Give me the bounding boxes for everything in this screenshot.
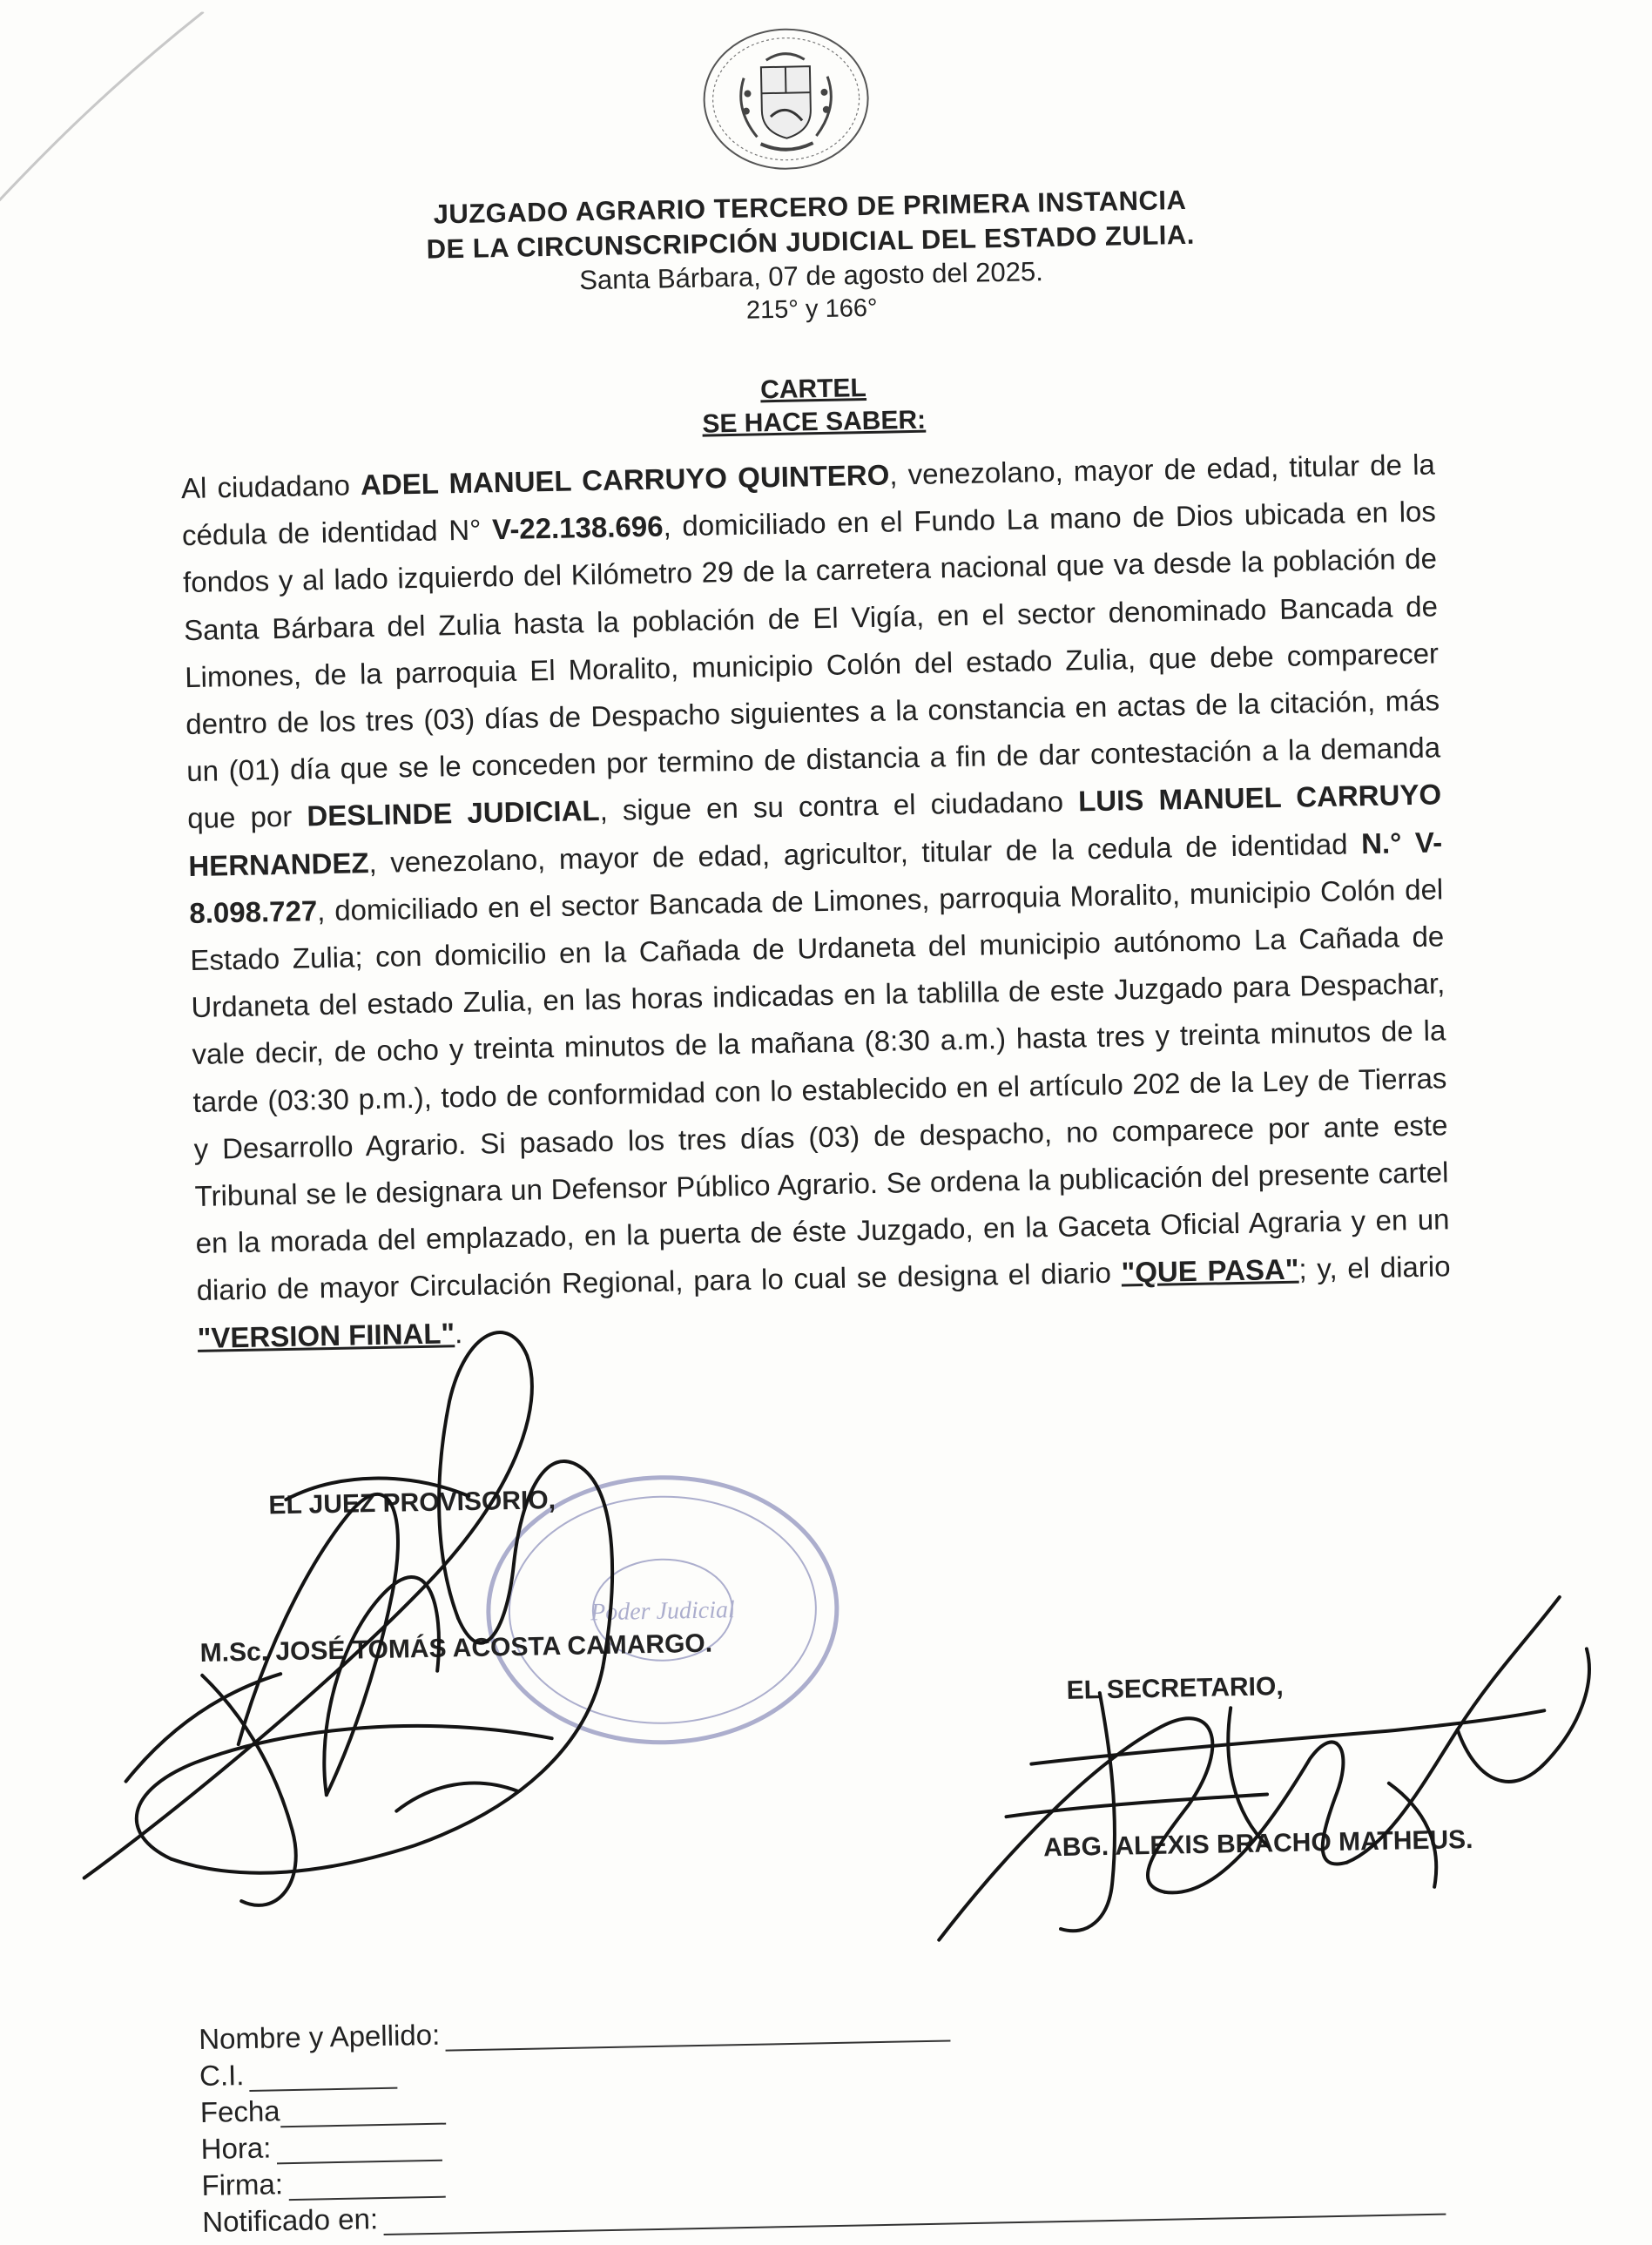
body-text: Al ciudadano [180, 469, 361, 505]
plaintiff-name: LUIS MANUEL CARRUYO HERNANDEZ [188, 778, 1442, 882]
body-text: . [454, 1316, 463, 1349]
coat-of-arms-seal-icon [698, 24, 874, 175]
judge-caption: EL JUEZ PROVISORIO, [268, 1486, 556, 1520]
plaintiff-id: N.° V- 8.098.727 [189, 826, 1443, 929]
form-label-name: Nombre y Apellido: [198, 2018, 441, 2056]
cartel-title: CARTEL [759, 373, 867, 405]
se-hace-saber-title: SE HACE SABER: [702, 405, 927, 439]
body-text: , sigue en su contra el ciudadano [599, 785, 1079, 827]
secretary-caption: EL SECRETARIO, [1066, 1672, 1284, 1705]
court-name-line-1: JUZGADO AGRARIO TERCERO DE PRIMERA INSTANCIA [433, 184, 1187, 230]
case-type: DESLINDE JUDICIAL [307, 794, 600, 833]
form-label-signature: Firma: [201, 2167, 284, 2202]
paper-crease [0, 11, 209, 225]
secretary-name: ABG. ALEXIS BRACHO MATHEUS. [1042, 1824, 1473, 1863]
document-title [352, 364, 1276, 448]
court-name-line-2: DE LA CIRCUNSCRIPCIÓN JUDICIAL DEL ESTADO ZULIA. [426, 219, 1196, 265]
body-text: ; y, el diario [1298, 1250, 1451, 1286]
form-label-time: Hora: [200, 2131, 272, 2166]
defendant-name: ADEL MANUEL CARRUYO QUINTERO [360, 458, 890, 502]
document-years: 215° y 166° [745, 293, 878, 325]
form-field-date[interactable] [280, 2102, 445, 2128]
newspaper-1: "QUE PASA" [1121, 1253, 1299, 1290]
notification-form [199, 1996, 1446, 2239]
form-label-ci: C.I. [199, 2059, 245, 2093]
body-text: , venezolano, mayor de edad, agricultor, titular de la cedula de identidad [368, 826, 1362, 879]
form-label-date: Fecha [199, 2094, 280, 2129]
body-paragraph [181, 441, 1453, 1361]
body-text: , venezolano, mayor de edad, titular de la cédula de identidad N° [181, 448, 1436, 552]
body-text: , domiciliado en el sector Bancada de Limones, parroquia Moralito, municipio Colón del Estado Zulia; con domicilio en la Cañada de Urdaneta del municipio autónomo La Cañada de Urdaneta del estado Zulia, en las horas indicadas en la tablilla de este Juzgado para Despachar, vale decir, de ocho y treinta minutos de la mañana (8:30 a.m.) hasta tres y treinta minutos de la tarde (03:30 p.m.), todo de conformidad con lo establecido en el artículo 202 de la Ley de Tierras y Desarrollo Agrario. Si pasado los tres días (03) de despacho, no comparece por ante este Tribunal se le designara un Defensor Público Agrario. Se ordena la publicación del presente cartel en la morada del emplazado, en la puerta de éste Juzgado, en la Gaceta Oficial Agraria y en un diario de mayor Circulación Regional, para lo cual se designa el diario [190, 873, 1450, 1307]
newspaper-2: "VERSION FIINAL" [197, 1316, 455, 1354]
form-field-time[interactable] [276, 2139, 442, 2165]
stamp-center-text: Poder Judicial [590, 1596, 736, 1627]
secretary-signature-icon [898, 1579, 1619, 1958]
body-text: , domiciliado en el Fundo La mano de Dios ubicada en los fondos y al lado izquierdo del Kilómetro 29 de la carretera nacional que va desde la población de Santa Bárbara del Zulia hasta la población de El Vigía, en el sector denominado Bancada de Limones, de la parroquia El Moralito, municipio Colón del estado Zulia, que debe comparecer dentro de los tres (03) días de Despacho siguientes a la constancia en actas de la citación, más un (01) día que se le conceden por termino de distancia a fin de dar contestación a la demanda que por [182, 495, 1441, 835]
court-header [348, 181, 1274, 334]
document-date: Santa Bárbara, 07 de agosto del 2025. [578, 256, 1044, 296]
form-label-notified: Notificado en: [201, 2202, 379, 2239]
form-field-signature[interactable] [288, 2175, 445, 2201]
judge-name: M.Sc. JOSÉ TOMÁS ACOSTA CAMARGO. [199, 1628, 713, 1668]
form-field-ci[interactable] [249, 2066, 397, 2092]
defendant-id: V-22.138.696 [491, 509, 664, 546]
